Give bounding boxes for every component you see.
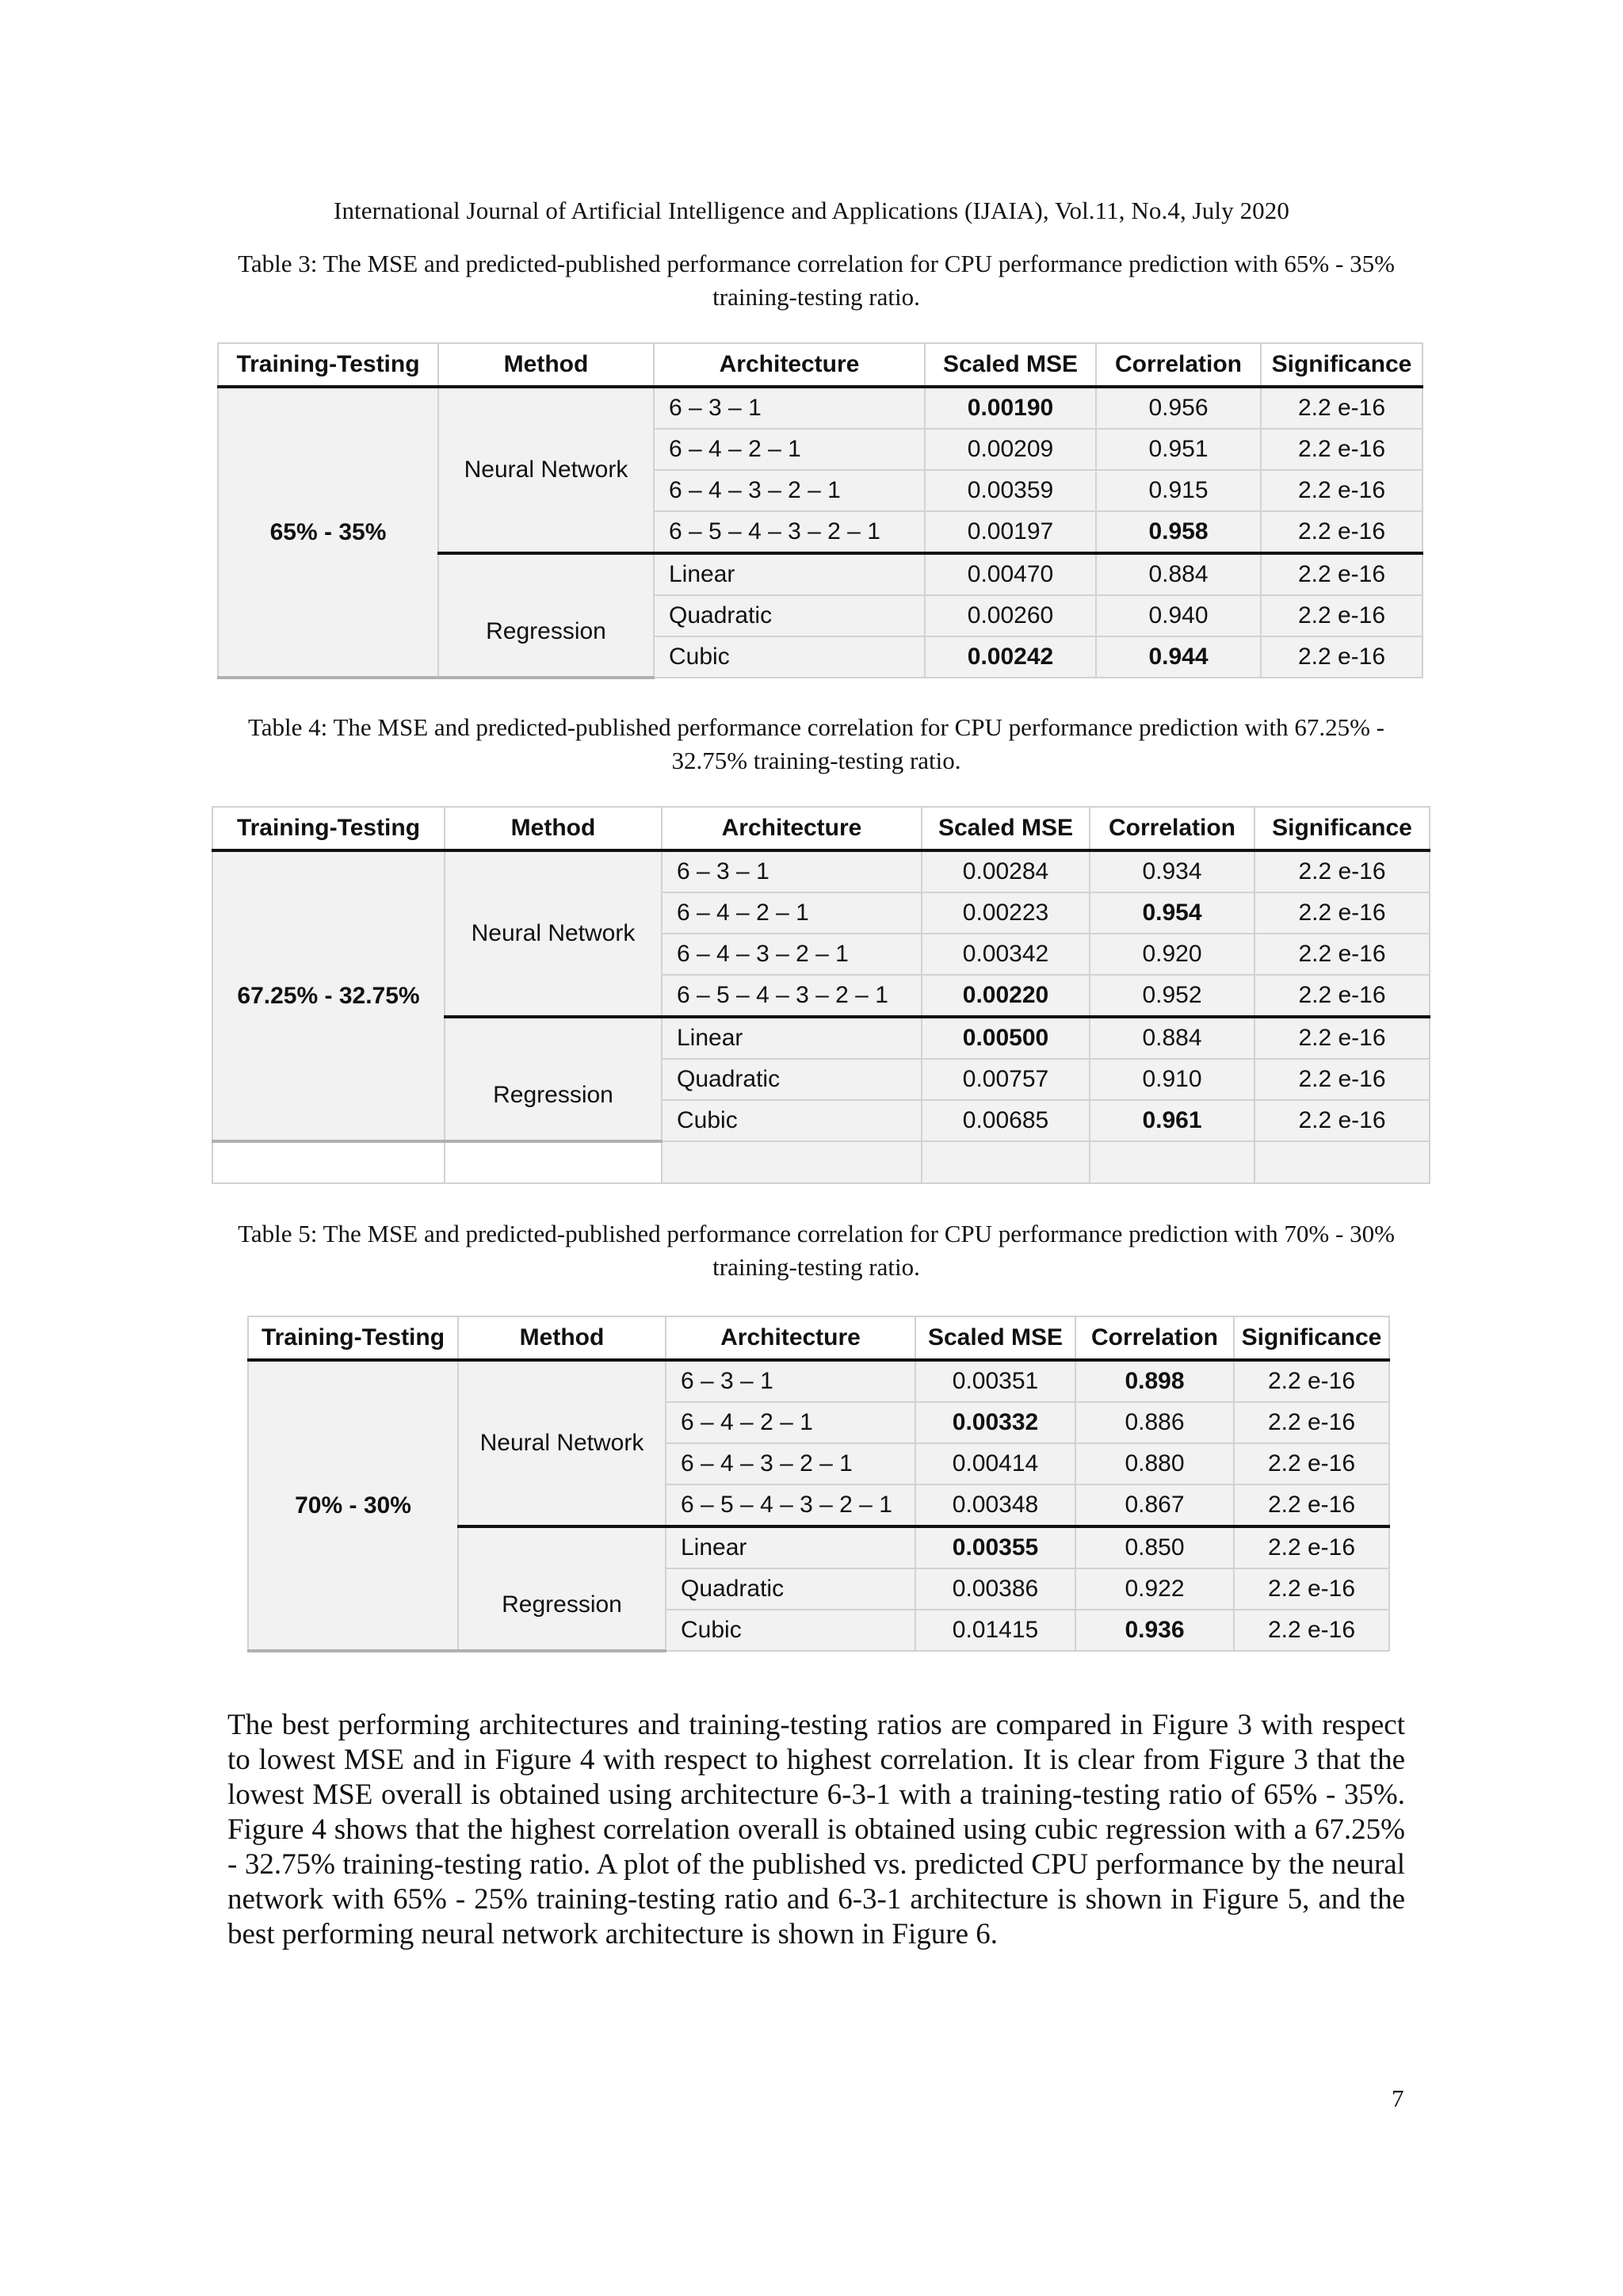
column-header: Method xyxy=(458,1316,666,1360)
column-header: Method xyxy=(445,807,662,850)
mse-cell: 0.01415 xyxy=(915,1610,1075,1651)
correlation-cell: 0.867 xyxy=(1075,1484,1234,1526)
architecture-cell: 6 – 5 – 4 – 3 – 2 – 1 xyxy=(662,975,922,1017)
mse-cell: 0.00197 xyxy=(925,511,1096,553)
table-header-row xyxy=(248,1316,1389,1360)
column-header: Architecture xyxy=(662,807,922,850)
architecture-cell: Quadratic xyxy=(654,595,925,636)
mse-cell: 0.00209 xyxy=(925,429,1096,470)
column-header: Correlation xyxy=(1096,343,1261,387)
architecture-cell: 6 – 4 – 2 – 1 xyxy=(662,892,922,934)
method-regression: Regression xyxy=(445,1017,662,1141)
correlation-cell: 0.951 xyxy=(1096,429,1261,470)
column-header: Correlation xyxy=(1075,1316,1234,1360)
empty-cell xyxy=(662,1141,922,1183)
mse-cell: 0.00685 xyxy=(922,1100,1090,1141)
column-header: Scaled MSE xyxy=(925,343,1096,387)
architecture-cell: 6 – 3 – 1 xyxy=(666,1360,915,1402)
empty-cell xyxy=(445,1141,662,1183)
column-header: Training-Testing xyxy=(218,343,438,387)
architecture-cell: Quadratic xyxy=(666,1568,915,1610)
table-row xyxy=(212,850,1430,892)
empty-table-row xyxy=(212,1141,1430,1183)
empty-cell xyxy=(922,1141,1090,1183)
empty-cell xyxy=(1090,1141,1254,1183)
significance-cell: 2.2 e-16 xyxy=(1234,1610,1389,1651)
significance-cell: 2.2 e-16 xyxy=(1261,553,1423,595)
mse-cell: 0.00359 xyxy=(925,470,1096,511)
table-5 xyxy=(247,1316,1390,1652)
significance-cell: 2.2 e-16 xyxy=(1254,850,1430,892)
table-4-caption: Table 4: The MSE and predicted-published performance correlation for CPU performance prediction with 67.25% - 32.75% training-testing ratio. xyxy=(248,713,1384,774)
mse-cell: 0.00414 xyxy=(915,1443,1075,1484)
architecture-cell: Cubic xyxy=(666,1610,915,1651)
architecture-cell: Linear xyxy=(654,553,925,595)
column-header: Training-Testing xyxy=(212,807,445,850)
mse-cell: 0.00220 xyxy=(922,975,1090,1017)
training-testing-ratio: 67.25% - 32.75% xyxy=(212,850,445,1141)
mse-cell: 0.00342 xyxy=(922,934,1090,975)
table-row xyxy=(218,387,1423,429)
architecture-cell: Cubic xyxy=(662,1100,922,1141)
significance-cell: 2.2 e-16 xyxy=(1254,892,1430,934)
mse-cell: 0.00260 xyxy=(925,595,1096,636)
mse-cell: 0.00470 xyxy=(925,553,1096,595)
column-header: Significance xyxy=(1234,1316,1389,1360)
table-3-caption: Table 3: The MSE and predicted-published performance correlation for CPU performance prediction with 65% - 35% training-testing ratio. xyxy=(238,250,1395,311)
significance-cell: 2.2 e-16 xyxy=(1261,387,1423,429)
architecture-cell: 6 – 4 – 2 – 1 xyxy=(666,1402,915,1443)
architecture-cell: 6 – 4 – 3 – 2 – 1 xyxy=(654,470,925,511)
significance-cell: 2.2 e-16 xyxy=(1254,1100,1430,1141)
correlation-cell: 0.920 xyxy=(1090,934,1254,975)
column-header: Method xyxy=(438,343,654,387)
mse-cell: 0.00348 xyxy=(915,1484,1075,1526)
significance-cell: 2.2 e-16 xyxy=(1254,1059,1430,1100)
architecture-cell: Linear xyxy=(662,1017,922,1059)
mse-cell: 0.00355 xyxy=(915,1526,1075,1568)
architecture-cell: 6 – 3 – 1 xyxy=(662,850,922,892)
correlation-cell: 0.915 xyxy=(1096,470,1261,511)
correlation-cell: 0.956 xyxy=(1096,387,1261,429)
correlation-cell: 0.952 xyxy=(1090,975,1254,1017)
mse-cell: 0.00242 xyxy=(925,636,1096,678)
architecture-cell: 6 – 3 – 1 xyxy=(654,387,925,429)
column-header: Training-Testing xyxy=(248,1316,458,1360)
mse-cell: 0.00351 xyxy=(915,1360,1075,1402)
table-5-caption: Table 5: The MSE and predicted-published performance correlation for CPU performance prediction with 70% - 30% training-testing ratio. xyxy=(238,1220,1395,1281)
method-neural-network: Neural Network xyxy=(445,850,662,1017)
mse-cell: 0.00332 xyxy=(915,1402,1075,1443)
body-paragraph: The best performing architectures and training-testing ratios are compared in Figure 3 with respect to lowest MSE and in Figure 4 with respect to highest correlation. It is clear from Figure 3 that the lowest MSE overall is obtained using architecture 6-3-1 with a training-testing ratio of 65% - 35%. Figure 4 shows that the highest correlation overall is obtained using cubic regression with a 67.25% - 32.75% training-testing ratio. A plot of the published vs. predicted CPU performance by the neural network with 65% - 25% training-testing ratio and 6-3-1 architecture is shown in Figure 5, and the best performing neural network architecture is shown in Figure 6. xyxy=(227,1709,1405,1950)
architecture-cell: 6 – 5 – 4 – 3 – 2 – 1 xyxy=(666,1484,915,1526)
significance-cell: 2.2 e-16 xyxy=(1234,1443,1389,1484)
page-number: 7 xyxy=(1392,2084,1404,2112)
architecture-cell: 6 – 4 – 3 – 2 – 1 xyxy=(662,934,922,975)
training-testing-ratio: 65% - 35% xyxy=(218,387,438,678)
mse-cell: 0.00284 xyxy=(922,850,1090,892)
correlation-cell: 0.880 xyxy=(1075,1443,1234,1484)
column-header: Architecture xyxy=(654,343,925,387)
correlation-cell: 0.961 xyxy=(1090,1100,1254,1141)
significance-cell: 2.2 e-16 xyxy=(1254,934,1430,975)
method-neural-network: Neural Network xyxy=(438,387,654,553)
significance-cell: 2.2 e-16 xyxy=(1261,595,1423,636)
empty-cell xyxy=(212,1141,445,1183)
column-header: Architecture xyxy=(666,1316,915,1360)
correlation-cell: 0.922 xyxy=(1075,1568,1234,1610)
method-regression: Regression xyxy=(458,1526,666,1651)
significance-cell: 2.2 e-16 xyxy=(1234,1526,1389,1568)
mse-cell: 0.00223 xyxy=(922,892,1090,934)
significance-cell: 2.2 e-16 xyxy=(1234,1484,1389,1526)
method-neural-network: Neural Network xyxy=(458,1360,666,1526)
correlation-cell: 0.940 xyxy=(1096,595,1261,636)
journal-header: International Journal of Artificial Intelligence and Applications (IJAIA), Vol.11, No.4, July 2020 xyxy=(334,197,1289,224)
correlation-cell: 0.934 xyxy=(1090,850,1254,892)
mse-cell: 0.00190 xyxy=(925,387,1096,429)
mse-cell: 0.00500 xyxy=(922,1017,1090,1059)
significance-cell: 2.2 e-16 xyxy=(1234,1568,1389,1610)
significance-cell: 2.2 e-16 xyxy=(1261,636,1423,678)
significance-cell: 2.2 e-16 xyxy=(1261,429,1423,470)
empty-cell xyxy=(1254,1141,1430,1183)
method-regression: Regression xyxy=(438,553,654,678)
architecture-cell: 6 – 4 – 3 – 2 – 1 xyxy=(666,1443,915,1484)
column-header: Correlation xyxy=(1090,807,1254,850)
architecture-cell: Quadratic xyxy=(662,1059,922,1100)
correlation-cell: 0.944 xyxy=(1096,636,1261,678)
table-header-row xyxy=(212,807,1430,850)
architecture-cell: 6 – 4 – 2 – 1 xyxy=(654,429,925,470)
correlation-cell: 0.910 xyxy=(1090,1059,1254,1100)
training-testing-ratio: 70% - 30% xyxy=(248,1360,458,1651)
significance-cell: 2.2 e-16 xyxy=(1254,975,1430,1017)
significance-cell: 2.2 e-16 xyxy=(1261,511,1423,553)
column-header: Scaled MSE xyxy=(922,807,1090,850)
mse-cell: 0.00386 xyxy=(915,1568,1075,1610)
correlation-cell: 0.886 xyxy=(1075,1402,1234,1443)
table-3 xyxy=(217,342,1423,679)
significance-cell: 2.2 e-16 xyxy=(1234,1360,1389,1402)
table-4 xyxy=(212,806,1430,1184)
correlation-cell: 0.884 xyxy=(1090,1017,1254,1059)
column-header: Scaled MSE xyxy=(915,1316,1075,1360)
table-header-row xyxy=(218,343,1423,387)
column-header: Significance xyxy=(1261,343,1423,387)
significance-cell: 2.2 e-16 xyxy=(1261,470,1423,511)
significance-cell: 2.2 e-16 xyxy=(1254,1017,1430,1059)
correlation-cell: 0.850 xyxy=(1075,1526,1234,1568)
significance-cell: 2.2 e-16 xyxy=(1234,1402,1389,1443)
correlation-cell: 0.936 xyxy=(1075,1610,1234,1651)
architecture-cell: 6 – 5 – 4 – 3 – 2 – 1 xyxy=(654,511,925,553)
correlation-cell: 0.884 xyxy=(1096,553,1261,595)
architecture-cell: Linear xyxy=(666,1526,915,1568)
correlation-cell: 0.898 xyxy=(1075,1360,1234,1402)
table-row xyxy=(248,1360,1389,1402)
correlation-cell: 0.958 xyxy=(1096,511,1261,553)
architecture-cell: Cubic xyxy=(654,636,925,678)
mse-cell: 0.00757 xyxy=(922,1059,1090,1100)
column-header: Significance xyxy=(1254,807,1430,850)
correlation-cell: 0.954 xyxy=(1090,892,1254,934)
